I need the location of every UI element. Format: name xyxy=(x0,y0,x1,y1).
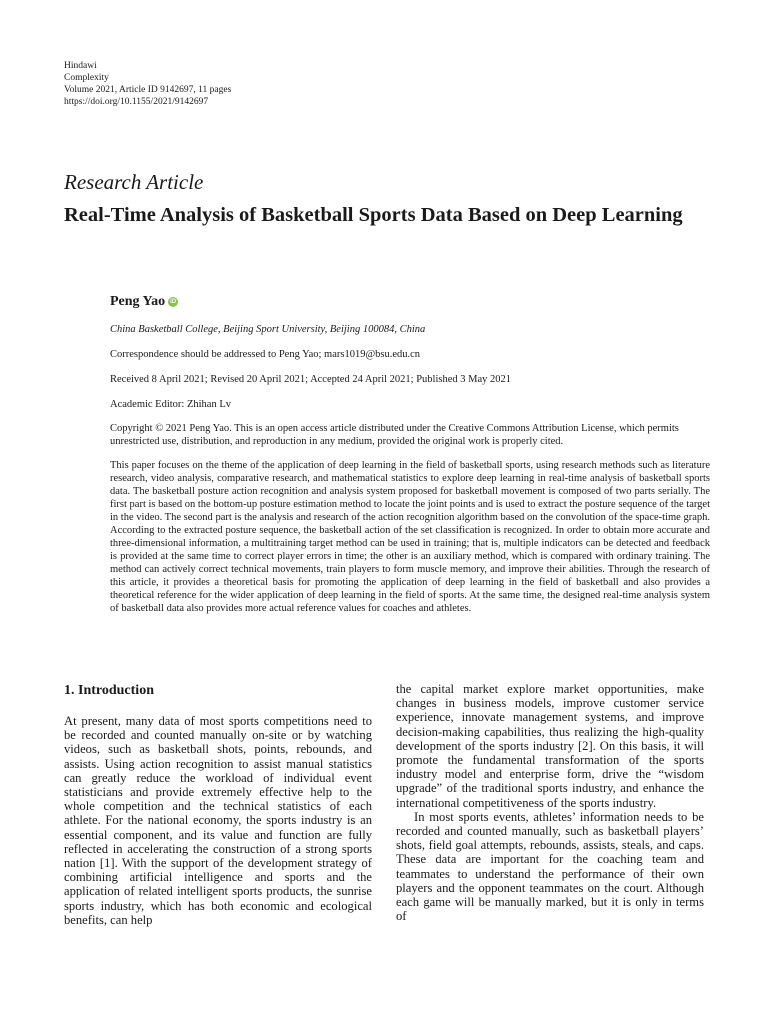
journal-name: Complexity xyxy=(64,73,109,83)
doi-link[interactable]: https://doi.org/10.1155/2021/9142697 xyxy=(64,97,209,107)
author-name[interactable]: Peng Yao xyxy=(110,294,166,309)
abstract: This paper focuses on the theme of the application of deep learning in the field of basketball sports, using research methods such as literature research, video analysis, comparative research, and mathematical statistics to explore deep learning in real-time analysis of basketball sports data. The basketball posture action recognition and analysis system proposed for basketball movement is composed of two parts serially. The first part is based on the bottom-up posture estimation method to locate the joint points and is used to extract the posture sequence of the target in the video. The second part is the analysis and research of the action recognition algorithm based on the convolution of the space-time graph. According to the extracted posture sequence, the basketball action of the set classification is recognized. In order to obtain more accurate and three-dimensional information, a multitraining target method can be used in training; that is, multiple indicators can be detected and feedback is provided at the same time to correct player errors in time; the other is an auxiliary method, which is compared with ordinary training. The method can actively correct technical movements, train players to form muscle memory, and improve their abilities. Through the research of this article, it provides a theoretical basis for promoting the application of deep learning in the field of basketball and also provides a theoretical reference for the wider application of deep learning in the field of sports. At the same time, the designed real-time analysis system of basketball data also provides more actual reference values for coaches and athletes. xyxy=(110,460,710,614)
affiliation: China Basketball College, Beijing Sport University, Beijing 100084, China xyxy=(110,324,426,335)
orcid-icon[interactable]: iD xyxy=(170,298,177,305)
publication-dates: Received 8 April 2021; Revised 20 April 2021; Accepted 24 April 2021; Published 3 May 2021 xyxy=(110,374,511,385)
journal-meta xyxy=(64,60,231,108)
left-column xyxy=(64,682,372,927)
author-line xyxy=(110,295,710,308)
body-paragraph: At present, many data of most sports competitions need to be recorded and counted manually on-site or by watching videos, such as basketball shots, points, rebounds, and assists. Using action recognition to assist manual statistics can greatly reduce the workload of individual event statisticians and provide extremely effective help to the whole competition and the technical statistics of each athlete. For the national economy, the sports industry is an essential component, and its value and function are fully reflected in accelerating the construction of a strong sports nation [1]. With the support of the development strategy of combining artificial intelligence and sports and the application of related intelligent sports products, the sunrise sports industry, which has both economic and ecological benefits, can help xyxy=(64,714,372,927)
right-column xyxy=(396,682,704,923)
volume-info: Volume 2021, Article ID 9142697, 11 pages xyxy=(64,85,232,95)
article-type: Research Article xyxy=(64,170,204,194)
correspondence: Correspondence should be addressed to Peng Yao; mars1019@bsu.edu.cn xyxy=(110,349,421,360)
section-heading: 1. Introduction xyxy=(64,683,154,698)
body-paragraph: the capital market explore market opportunities, make changes in business models, improve customer service experience, innovate management systems, and improve decision-making capabilities, thus realizing the high-quality development of the sports industry [2]. On this basis, it will promote the fundamental transformation of the sports industry model and enterprise form, drive the “wisdom upgrade” of the traditional sports industry, and enhance the international competitiveness of the sports industry. xyxy=(396,682,704,810)
academic-editor: Academic Editor: Zhihan Lv xyxy=(110,399,232,410)
body-paragraph: In most sports events, athletes’ information needs to be recorded and counted manually, such as basketball players’ shots, field goal attempts, rebounds, assists, steals, and caps. These data are important for the coaching team and teammates to understand the performance of their own players and the opponent teammates on the court. Although each game will be manually marked, but it is only in terms of xyxy=(396,809,704,924)
article-title: Real-Time Analysis of Basketball Sports Data Based on Deep Learning xyxy=(64,204,683,226)
publisher-name: Hindawi xyxy=(64,61,97,71)
copyright-notice: Copyright © 2021 Peng Yao. This is an open access article distributed under the Creative Commons Attribution License, which permits unrestricted use, distribution, and reproduction in any medium, provided the original work is properly cited. xyxy=(110,423,679,447)
